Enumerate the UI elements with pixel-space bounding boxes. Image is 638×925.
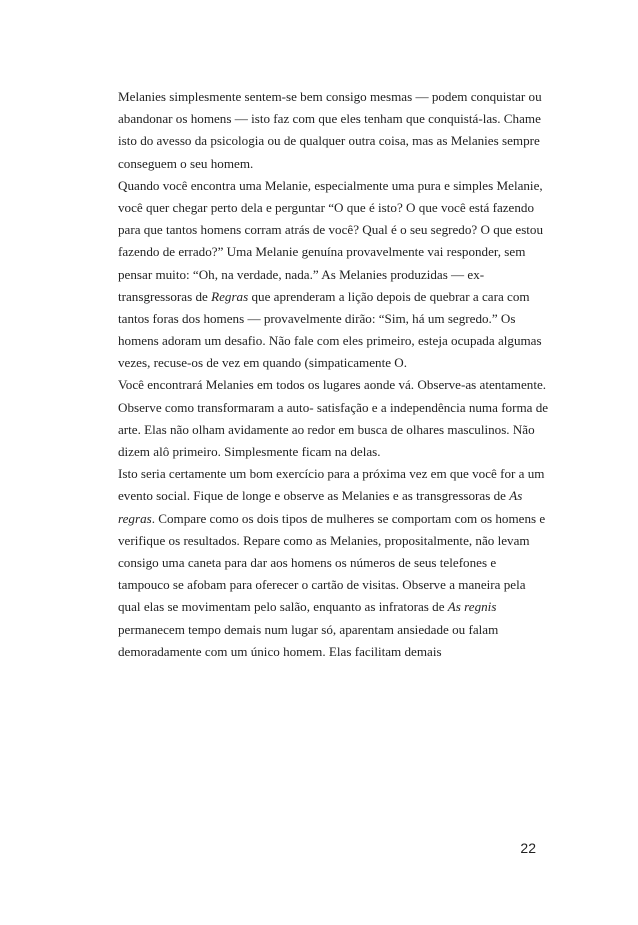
text-line: [118, 552, 536, 574]
text-line: [118, 619, 536, 641]
text-run: tantos foras dos homens — provavelmente dirão: “Sim, há um segredo.” Os: [118, 310, 516, 326]
text-run: vezes, recuse-os de vez em quando (simpaticamente O.: [118, 355, 408, 371]
text-line: [118, 485, 536, 507]
text-line: [118, 153, 536, 175]
italic-text-run: regras: [118, 510, 152, 526]
text-run: qual elas se movimentam pelo salão, enquanto as infratoras de: [118, 599, 448, 615]
paragraph: [118, 175, 544, 375]
text-line: [118, 286, 536, 308]
text-run: Você encontrará Melanies em todos os lugares aonde vá. Observe-as atentamente.: [118, 377, 547, 393]
page-number: 22: [520, 840, 536, 856]
text-run: Melanies simplesmente sentem-se bem consigo mesmas — podem conquistar ou: [118, 89, 542, 104]
text-line: [118, 530, 536, 552]
paragraph: [118, 86, 542, 175]
text-run: você quer chegar perto dela e perguntar “O que é isto? O que você está fazendo: [118, 199, 535, 215]
text-line: [118, 264, 536, 286]
italic-text-run: Regras: [211, 288, 249, 304]
text-run: Observe como transformaram a auto- satisfação e a independência numa forma de: [118, 399, 549, 415]
text-run: abandonar os homens — isto faz com que eles tenham que conquistá-las. Chame: [118, 111, 541, 127]
text-run: Isto seria certamente um bom exercício para a próxima vez em que você for a um: [118, 466, 545, 482]
text-line: [118, 441, 536, 463]
text-line: [118, 352, 536, 374]
text-line: [118, 197, 536, 219]
text-run: homens adoram um desafio. Não fale com eles primeiro, esteja ocupada algumas: [118, 333, 542, 349]
text-line: [118, 419, 536, 441]
text-line: [118, 175, 543, 197]
text-run: . Compare como os dois tipos de mulheres se comportam com os homens e: [151, 510, 546, 526]
text-line: [118, 641, 536, 663]
text-line: [118, 130, 540, 152]
text-line: [118, 108, 541, 130]
text-line: [118, 463, 545, 485]
text-run: consigo uma caneta para dar aos homens os números de seus telefones e: [118, 554, 497, 570]
text-line: [118, 397, 549, 419]
text-run: verifique os resultados. Repare como as Melanies, propositalmente, não levam: [118, 532, 530, 548]
text-run: evento social. Fique de longe e observe as Melanies e as transgressoras de: [118, 488, 510, 504]
text-run: demoradamente com um único homem. Elas facilitam demais: [118, 643, 442, 659]
text-line: [118, 86, 542, 108]
text-run: que aprenderam a lição depois de quebrar a cara com: [248, 288, 530, 304]
paragraph: [118, 463, 546, 663]
text-run: fazendo de errado?” Uma Melanie genuína provavelmente vai responder, sem: [118, 244, 526, 260]
text-line: [118, 596, 536, 618]
text-run: para que tantos homens corram atrás de você? Qual é o seu segredo? O que estou: [118, 222, 544, 238]
text-line: [118, 241, 536, 263]
text-line: [118, 308, 536, 330]
text-run: permanecem tempo demais num lugar só, aparentam ansiedade ou falam: [118, 621, 499, 637]
body-text: [118, 86, 549, 663]
text-run: Quando você encontra uma Melanie, especialmente uma pura e simples Melanie,: [118, 177, 543, 193]
text-run: tampouco se afobam para oferecer o cartão de visitas. Observe a maneira pela: [118, 577, 526, 593]
text-line: [118, 374, 547, 396]
text-line: [118, 330, 542, 352]
paragraph: [118, 374, 549, 463]
text-run: isto do avesso da psicologia ou de qualquer outra coisa, mas as Melanies sempre: [118, 133, 540, 149]
text-line: [118, 219, 544, 241]
italic-text-run: As: [509, 488, 523, 504]
italic-text-run: As regnis: [447, 599, 497, 615]
text-line: [118, 508, 546, 530]
text-line: [118, 574, 536, 596]
text-run: conseguem o seu homem.: [118, 155, 254, 171]
text-run: pensar muito: “Oh, na verdade, nada.” As Melanies produzidas — ex-: [118, 266, 485, 282]
text-run: arte. Elas não olham avidamente ao redor em busca de olhares masculinos. Não: [118, 421, 535, 437]
text-run: dizem alô primeiro. Simplesmente ficam na delas.: [118, 444, 381, 459]
text-run: transgressoras de: [118, 288, 212, 304]
